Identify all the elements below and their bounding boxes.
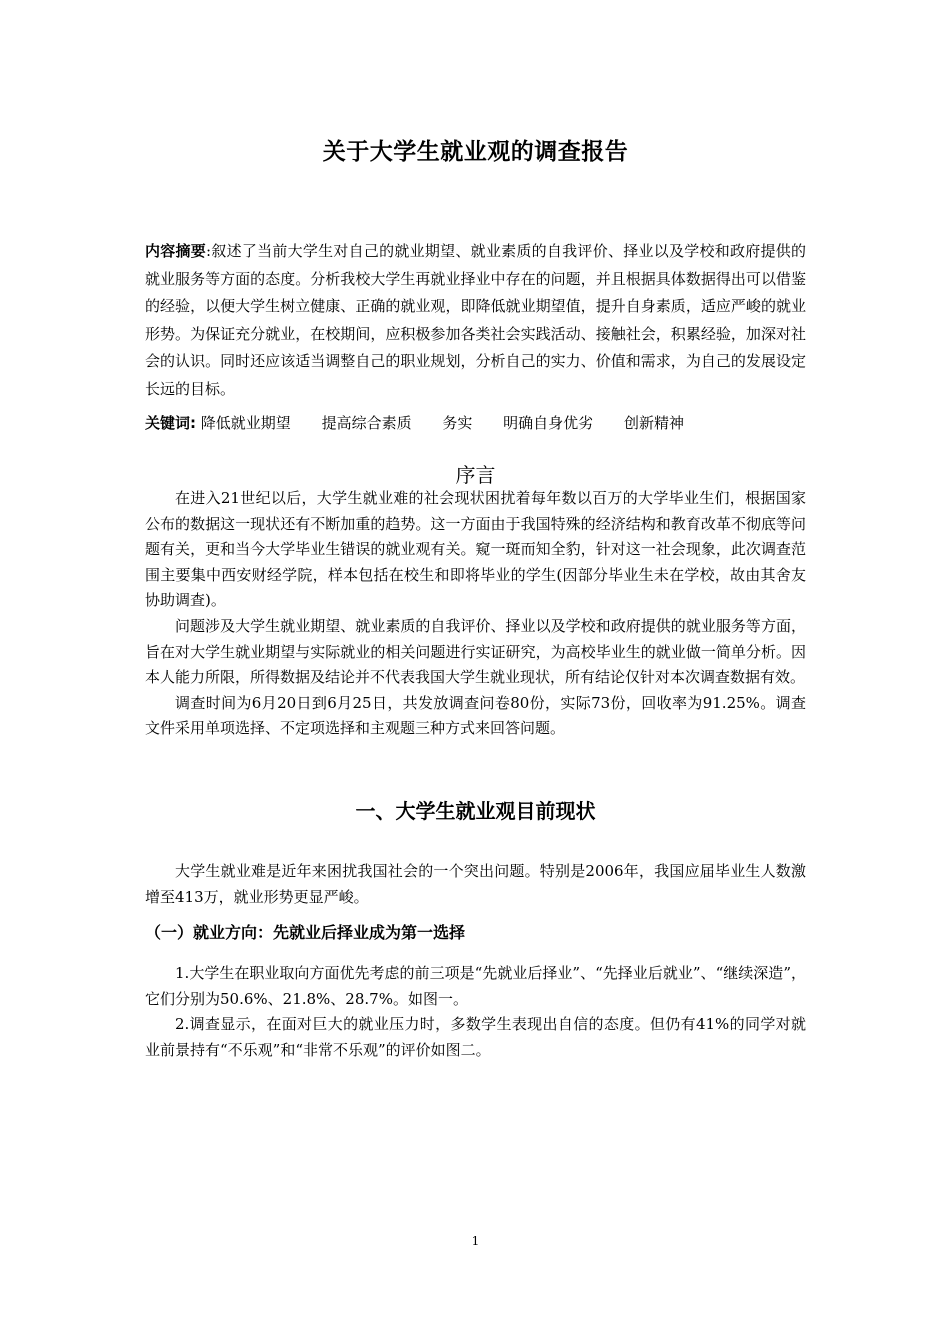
abstract-text: :叙述了当前大学生对自己的就业期望、就业素质的自我评价、择业以及学校和政府提供的就业服务等方面的态度。分析我校大学生再就业择业中存在的问题，并且根据具体数据得出可以借鉴的经验，以便大学生树立健康、正确的就业观，即降低就业期望值，提升自身素质，适应严峻的就业形势。为保证充分就业，在校期间，应积极参加各类社会实践活动、接触社会，积累经验，加深对社会的认识。同时还应该适当调整自己的职业规划，分析自己的实力、价值和需求，为自己的发展设定长远的目标。 bbox=[145, 242, 806, 398]
keywords-label: 关键词: bbox=[145, 414, 196, 432]
page-number: 1 bbox=[471, 1234, 480, 1248]
subsection-heading: （一）就业方向：先就业后择业成为第一选择 bbox=[145, 923, 466, 942]
abstract-label: 内容摘要 bbox=[145, 242, 207, 260]
keyword-item: 明确自身优劣 bbox=[503, 414, 594, 432]
subsection-paragraph: 1.大学生在职业取向方面优先考虑的前三项是“先就业后择业”、“先择业后就业”、“继续深造”，它们分别为50.6%、21.8%、28.7%。如图一。 bbox=[145, 964, 806, 1008]
section-intro-paragraph: 大学生就业难是近年来困扰我国社会的一个突出问题。特别是2006年，我国应届毕业生人数激增至413万，就业形势更显严峻。 bbox=[145, 862, 806, 906]
keyword-item: 提高综合素质 bbox=[321, 414, 412, 432]
keyword-item: 创新精神 bbox=[623, 414, 684, 432]
preface-paragraph: 问题涉及大学生就业期望、就业素质的自我评价、择业以及学校和政府提供的就业服务等方面，旨在对大学生就业期望与实际就业的相关问题进行实证研究，为高校毕业生的就业做一简单分析。因本人能力所限，所得数据及结论并不代表我国大学生就业现状，所有结论仅针对本次调查数据有效。 bbox=[145, 616, 806, 687]
preface-heading: 序言 bbox=[455, 463, 496, 487]
subsection-body bbox=[145, 961, 806, 1063]
preface-paragraph: 调查时间为6月20日到6月25日，共发放调查问卷80份，实际73份，回收率为91.25%。调查文件采用单项选择、不定项选择和主观题三种方式来回答问题。 bbox=[145, 693, 806, 738]
subsection-paragraph: 2.调查显示，在面对巨大的就业压力时，多数学生表现出自信的态度。但仍有41%的同学对就业前景持有“不乐观”和“非常不乐观”的评价如图二。 bbox=[145, 1015, 806, 1059]
abstract bbox=[145, 238, 806, 403]
preface-paragraph: 在进入21世纪以后，大学生就业难的社会现状困扰着每年数以百万的大学毕业生们，根据国家公布的数据这一现状还有不断加重的趋势。这一方面由于我国特殊的经济结构和教育改革不彻底等问题有关，更和当今大学毕业生错误的就业观有关。窥一斑而知全豹，针对这一社会现象，此次调查范围主要集中西安财经学院，样本包括在校生和即将毕业的学生(因部分毕业生未在学校，故由其舍友协助调查)。 bbox=[145, 489, 806, 610]
section-heading: 一、大学生就业观目前现状 bbox=[355, 799, 596, 823]
keywords bbox=[145, 410, 806, 437]
keyword-item: 务实 bbox=[442, 414, 473, 432]
document-page bbox=[145, 0, 806, 1344]
keyword-item: 降低就业期望 bbox=[200, 414, 291, 432]
document-title: 关于大学生就业观的调查报告 bbox=[322, 139, 629, 165]
section-intro bbox=[145, 859, 806, 910]
preface-body bbox=[145, 486, 806, 742]
